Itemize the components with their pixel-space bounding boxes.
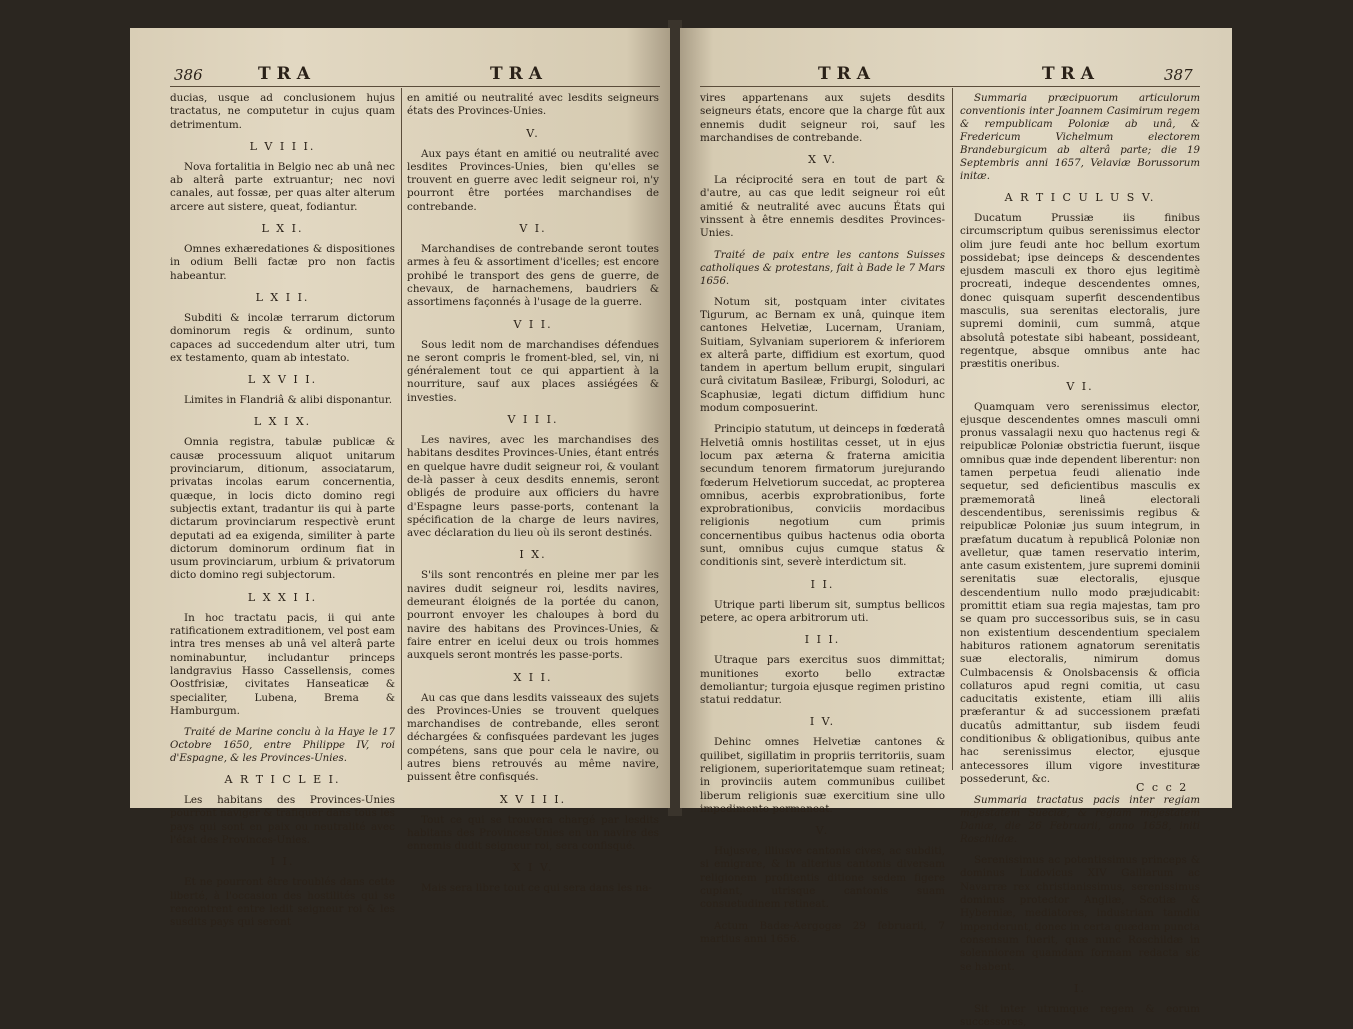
page-number: 387 bbox=[1164, 66, 1193, 84]
paragraph: Dehinc omnes Helvetiæ cantones & quilibet, sigillatim in propriis territoriis, suam religionem, superioritatemque suam retineat; in provinciis autem communibus cuilibet liberum religionis suæ exercitium sine ullo impedimento permaneat. bbox=[700, 736, 945, 815]
section-heading: V. bbox=[526, 126, 540, 140]
italic-title: Summaria tractatus pacis inter regiam majestatem Sueciæ, & regiam majestatem Daniæ, die 26 Februarii, anno 1658, initi Roschildæ. bbox=[960, 795, 1200, 846]
header-rule bbox=[170, 86, 660, 87]
text-column bbox=[407, 92, 659, 895]
paragraph: Actum Badæ-Aergogæ 29 februarii, 7 martius anni 1656. bbox=[700, 919, 945, 945]
paragraph: Subditi & incolæ terrarum dictorum dominorum regis & ordinum, sunto capaces ad succedendum alter utri, tum ex testamento, quam ab intestato. bbox=[170, 311, 395, 364]
paragraph: Notum sit, postquam inter civitates Tigurum, ac Bernam ex unâ, quinque item cantones Helvetiæ, Lucernam, Uraniam, Suitiam, Sylvaniam superiorem & inferiorem ex alterâ parte, diffidium est exortum, quod tandem in apertum bellum erupit, singulari curâ civitatum Basileæ, Friburgi, Soloduri, ac Scaphusiæ, legati dictum diffidium hunc modum composuerint. bbox=[700, 295, 945, 415]
left-page bbox=[130, 28, 670, 929]
paragraph: Hujusve, illiusve cantonis cives, ac subditi, si emigrare, & in alterius cantonis diversam religionem profitentis ditione sedem figere cupiant, utrisque cantonis suam consuetudinem retineat. bbox=[700, 845, 945, 911]
page-number: 386 bbox=[174, 66, 203, 84]
running-header: TRA bbox=[1042, 64, 1100, 84]
paragraph: en amitié ou neutralité avec lesdits seigneurs états des Provinces-Unies. bbox=[407, 92, 659, 118]
paragraph: La réciprocité sera en tout de part & d'autre, au cas que ledit seigneur roi eût amitié & neutralité avec aucuns États qui vinssent à être ennemis desdites Provinces-Unies. bbox=[700, 174, 945, 240]
section-heading: I I. bbox=[270, 855, 295, 869]
paragraph: In hoc tractatu pacis, ii qui ante ratificationem extraditionem, vel post eam intra tres menses ab unâ vel alterâ parte nominabuntur, includantur princeps landgravius Hasso Cassellensis, comes Oostfrisiæ, civitates Hanseaticæ & specialiter, Lubena, Brema & Hamburgum. bbox=[170, 611, 395, 717]
right-page bbox=[680, 28, 1232, 1029]
text-column bbox=[700, 92, 945, 945]
italic-title: Traité de Marine conclu à la Haye le 17 Octobre 1650, entre Philippe IV, roi d'Espagne, & les Provinces-Unies. bbox=[170, 727, 395, 765]
paragraph: Sit inter utrumque regem & eorum successores, bbox=[960, 1002, 1200, 1029]
paragraph: Omnia registra, tabulæ publicæ & causæ processuum aliquot unitarum provinciarum, ditionum, associatarum, privatas incolas earum concernentia, quæque, in locis dicto domino regi subjectis extant, tradantur iis qui à parte dictarum provinciarum respectivè erunt deputati ad ea exigenda, similiter à parte dictorum dominorum ordinum fiat in usum provinciarum, urbium & privatorum dicto domino regi subjectorum. bbox=[170, 436, 395, 582]
paragraph: Les habitans des Provinces-Unies pourront naviger & trafiquer dans tous les pays qui sont en paix ou neutralité avec l'état des Provinces-Unies. bbox=[170, 794, 395, 846]
section-heading: I I. bbox=[810, 577, 835, 591]
section-heading: X I I. bbox=[513, 670, 553, 684]
section-heading: L X V I I. bbox=[247, 373, 318, 387]
italic-title: Summaria præcipuorum articulorum conventionis inter Joannem Casimirum regem & rempublicam Poloniæ ab unâ, & Fredericum Vichelmum electorem Brandeburgicum ab alterâ parte; die 19 Septembris anni 1657, Velaviæ Borussorum initæ. bbox=[960, 93, 1200, 182]
paragraph: Serenissimus ac potentissimus princeps & dominus Ludovicus XIV Galliarum ac Navarræ rex christianissimus, serenissimus dominus protector Angliæ, Scotiæ & Hyberniæ, mediatores, industriam tamdiu impenderunt, donec in certa quædam puncta consensum fuerit, quæ nunc Roschildæ in solenniorem quamdam formam redacta sic se habent. bbox=[960, 854, 1200, 973]
section-heading: I. bbox=[1074, 981, 1086, 995]
section-heading: L X I X. bbox=[253, 415, 312, 429]
paragraph: Utraque pars exercitus suos dimmittat; munitiones exorto bello extractæ demoliantur; turgoia ejusque regimen pristino statui reddatur. bbox=[700, 654, 945, 707]
section-heading: I I I. bbox=[804, 633, 841, 647]
paragraph: Aux pays étant en amitié ou neutralité avec lesdites Provinces-Unies, bien qu'elles se trouvent en guerre avec ledit seigneur roi, n'y pourront être portées marchandises de contrebande. bbox=[407, 147, 659, 213]
section-heading: V. bbox=[815, 824, 830, 838]
paragraph: Marchandises de contrebande seront toutes armes à feu & assortiment d'icelles; est encore prohibé le transport des gens de guerre, de chevaux, de harnachemens, baudriers & assortimens façonnés à l'usage de la guerre. bbox=[407, 243, 659, 309]
paragraph: Les navires, avec les marchandises des habitans desdites Provinces-Unies, étant entrés en quelque havre dudit seigneur roi, & voulant de-là passer à ceux desdits ennemis, seront obligés de produire aux officiers du havre d'Espagne leurs passe-ports, contenant la spécification de la charge de leurs navires, avec déclaration du lieu où ils seront destinés. bbox=[407, 434, 659, 540]
running-header: TRA bbox=[490, 64, 548, 84]
paragraph: Et ne pourront être troublés dans cette liberté, à l'occasion des hostilités qui se rencontrent entre ledit seigneur roi & les susdits pays qui seront bbox=[170, 876, 395, 929]
paragraph: Limites in Flandriâ & alibi disponantur. bbox=[184, 394, 392, 407]
section-heading: L X I. bbox=[261, 222, 304, 236]
section-heading: A R T I C U L U S V. bbox=[1004, 191, 1156, 204]
paragraph: Sous ledit nom de marchandises défendues ne seront compris le froment-bled, sel, vin, ni généralement tout ce qui appartient à la nourriture, sauf aux places assiégées & investies. bbox=[407, 338, 659, 404]
paragraph: Quamquam vero serenissimus elector, ejusque descendentes omnes masculi omni pronus vassalagii nexu quo hactenus regi & reipublicæ Poloniæ obstrictia fuerunt, iisque omnibus quæ inde dependent liberentur: non tamen perpetua feudi alienatio inde sequetur, sed deficientibus masculis ex præmemoratâ lineâ electorali descendentibus, serenissimis regibus & reipublicæ Poloniæ jus suum integrum, in præfatum ducatum à republicâ Poloniæ non avelletur, quæ tamen reservatio interim, ante casum existentem, jure supremi dominii serenitatis suæ electoralis, ejusque descendentium nullo modo præjudicabit: promittit etiam sua regia majestas, tam pro se quam pro successoribus suis, se in casu non existentium descendentium specialem habituros rationem agnatorum serenitatis suæ electoralis, nimirum domus Culmbacensis & Onolsbacensis & officia collaturos apud regni comitia, ut casu caducitatis existente, etiam illi aliis præferantur & ad successionem præfati ducatûs admittantur, sub iisdem feudi conditionibus & obligationibus, quibus ante hac serenissimus elector, ejusque antecessores illum vigore investituræ possederunt, &c. bbox=[960, 400, 1200, 785]
running-header: TRA bbox=[818, 64, 876, 84]
section-heading: X V. bbox=[808, 153, 837, 167]
paragraph: Tout ce qui se trouvera chargé par lesdits habitans des Provinces-Unies en un navire des ennemis dudit seigneur roi, sera confisqué. bbox=[407, 813, 659, 853]
paragraph: Nova fortalitia in Belgio nec ab unâ nec ab alterâ parte extruantur; nec novi canales, aut fossæ, per quas alter alterum arcere aut sistere, queat, fodiantur. bbox=[170, 160, 395, 213]
text-column bbox=[170, 92, 395, 929]
paragraph: Ducatum Prussiæ iis finibus circumscriptum quibus serenissimus elector olim jure feudi ante hoc bellum exortum possidebat; ipse deinceps & descendentes ejusdem masculi ex thoro ejus legitimè procreati, indeque descendentes omnes, donec quisquam superfit descendentibus masculis, sua serenitas electoralis, jure supremi dominii, cum summâ, atque absolutâ potestate sibi habeant, possideant, regentque, absque omnibus ante hac præstitis oneribus. bbox=[960, 212, 1200, 371]
section-heading: V I. bbox=[1066, 379, 1094, 393]
section-heading: I X. bbox=[519, 548, 547, 562]
section-heading: X I V. bbox=[512, 861, 554, 875]
paragraph: ducias, usque ad conclusionem hujus tractatus, ne computetur in cujus quam detrimentum. bbox=[170, 92, 395, 131]
paragraph: Omnes exhæredationes & dispositiones in odium Belli factæ pro non factis habeantur. bbox=[170, 243, 395, 282]
running-header: TRA bbox=[258, 64, 316, 84]
section-heading: A R T I C L E I. bbox=[224, 773, 341, 787]
section-heading: L X X I I. bbox=[247, 590, 318, 604]
section-heading: X V I I I. bbox=[499, 792, 567, 806]
paragraph: Principio statutum, ut deinceps in fœderatâ Helvetiâ omnis hostilitas cesset, ut in ejus locum pax æterna & fraterna amicitia secundum tenorem firmatorum jurejurando fœderum Helvetiorum succedat, ac propterea omnibus, acerbis exprobrationibus, forte exprobrationibus, conviciis mordacibus religionis negotium cum primis concernentibus quibus hactenus odia oborta sunt, omnibus cujus cumque status & conditionis sint, severè interdictum sit. bbox=[700, 423, 945, 569]
column-rule bbox=[401, 88, 402, 770]
section-heading: L X I I. bbox=[255, 290, 310, 304]
section-heading: V I I I. bbox=[507, 413, 559, 427]
section-heading: I V. bbox=[809, 715, 836, 729]
paragraph: Mais sera libre tout ce qui sera dans les na- bbox=[421, 882, 652, 895]
column-rule bbox=[952, 88, 953, 770]
paragraph: Au cas que dans lesdits vaisseaux des sujets des Provinces-Unies se trouvent quelques marchandises de contrebande, elles seront déchargées & confisquées pardevant les juges compétens, sans que pour cela le navire, ou autres biens retrouvés au même navire, puissent être confisqués. bbox=[407, 691, 659, 784]
signature-mark: C c c 2 bbox=[1136, 781, 1189, 794]
paragraph: S'ils sont rencontrés en pleine mer par les navires dudit seigneur roi, lesdits navires, demeurant éloignés de la portée du canon, pourront envoyer les chaloupes à bord du navire des habitans des Provinces-Unies, & faire entrer en icelui deux ou trois hommes auxquels seront montrés les passe-ports. bbox=[407, 569, 659, 662]
paragraph: Utrique parti liberum sit, sumptus bellicos petere, ac opera arbitrorum uti. bbox=[700, 598, 945, 624]
section-heading: V I I. bbox=[513, 317, 553, 331]
section-heading: L V I I I. bbox=[249, 139, 316, 153]
header-rule bbox=[700, 86, 1200, 87]
paragraph: vires appartenans aux sujets desdits seigneurs états, encore que la charge fût aux ennemis dudit seigneur roi, sauf les marchandises de contrebande. bbox=[700, 92, 945, 144]
italic-title: Traité de paix entre les cantons Suisses catholiques & protestans, fait à Bade le 7 Mars 1656. bbox=[700, 249, 945, 287]
section-heading: V I. bbox=[519, 222, 547, 236]
